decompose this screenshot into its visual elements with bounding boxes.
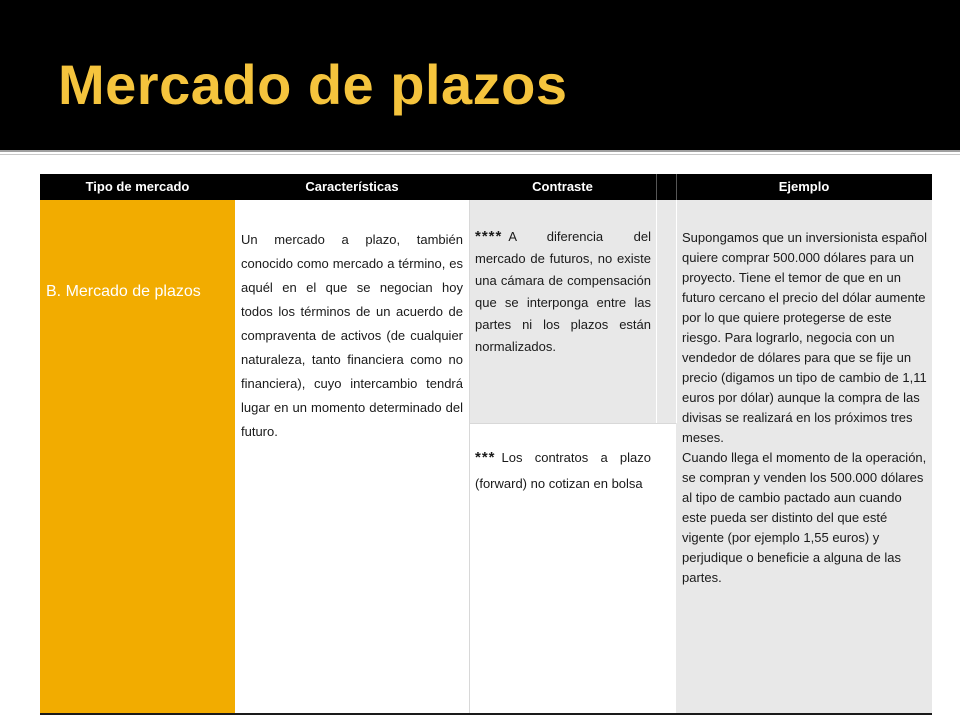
contrast-2-text: Los contratos a plazo (forward) no cotizan en bolsa [475, 450, 651, 491]
contrast-1-marker: **** [475, 228, 503, 245]
header-empty [656, 174, 676, 200]
contrast-1-paragraph [475, 226, 651, 358]
header-separator [656, 174, 657, 200]
header-type: Tipo de mercado [40, 174, 235, 200]
cell-contrast-2 [469, 423, 676, 715]
header-characteristics: Características [235, 174, 469, 200]
divider-rule [0, 150, 960, 152]
contrast-2-paragraph [475, 445, 651, 497]
contrast-1-text: A diferencia del mercado de futuros, no existe una cámara de compensación que se interponga entre las partes ni los plazos están normalizados. [475, 229, 651, 354]
header-contrast: Contraste [469, 174, 656, 200]
grid-line [676, 200, 677, 423]
cell-characteristics [235, 200, 469, 715]
grid-line [469, 423, 676, 424]
header-separator [676, 174, 677, 200]
market-type-text: B. Mercado de plazos [46, 283, 201, 300]
header-example: Ejemplo [676, 174, 932, 200]
grid-line [469, 200, 470, 715]
grid-line [235, 200, 236, 715]
title-bar [0, 0, 960, 150]
slide-title: Mercado de plazos [58, 53, 568, 116]
cell-contrast-1 [469, 200, 656, 423]
table-bottom-edge [40, 713, 932, 715]
comparison-table [40, 174, 932, 715]
characteristics-text: Un mercado a plazo, también conocido como mercado a término, es aquél en el que se negocian hoy todos los términos de un acuerdo de compraventa de activos (de cualquier naturaleza, tanto financiera como no financiera), cuyo intercambio tendrá lugar en un momento determinado del futuro. [241, 232, 463, 439]
example-text: Supongamos que un inversionista español quiere comprar 500.000 dólares para un proyecto. Tiene el temor de que en un futuro cercano el precio del dólar aumente por lo que quiere protegerse de este riesgo. Para lograrlo, negocia con un vendedor de dólares para que se fije un precio (digamos un tipo de cambio de 1,11 euros por dólar) aunque la compra de las divisas se realizará en los próximos tres meses. Cuando llega el momento de la operación, se compran y venden los 500.000 dólares al tipo de cambio pactado aun cuando este pueda ser distinto del que esté vigente (por ejemplo 1,55 euros) y perjudique o beneficie a alguna de las partes. [682, 230, 928, 585]
contrast-2-marker: *** [475, 449, 496, 466]
cell-market-type [40, 200, 235, 715]
divider-rule-thin [0, 154, 960, 155]
cell-empty [656, 200, 676, 423]
cell-example [676, 200, 932, 715]
grid-line [656, 200, 657, 423]
